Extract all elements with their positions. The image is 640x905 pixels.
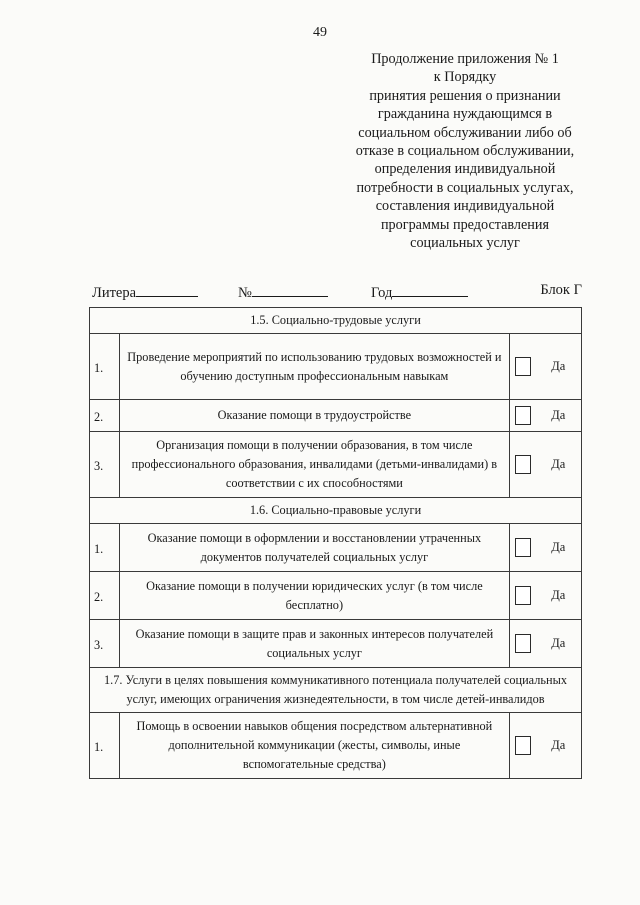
row-number: 3.	[90, 432, 120, 498]
number-field	[238, 282, 328, 302]
service-description: Организация помощи в получении образования, в том числе профессионального образования, инвалидами (детьми-инвалидами) в соответствии с их способностями	[119, 432, 510, 498]
section-header-row	[90, 308, 582, 334]
appendix-line: отказе в социальном обслуживании,	[355, 143, 575, 160]
appendix-line: социальном обслуживании либо об	[358, 124, 572, 141]
appendix-line: принятия решения о признании	[369, 87, 561, 104]
litera-blank[interactable]	[136, 282, 198, 297]
appendix-line: программы предоставления	[380, 216, 550, 233]
yes-option-cell	[510, 432, 582, 498]
services-table	[89, 307, 582, 779]
section-title: 1.6. Социально-правовые услуги	[90, 498, 582, 524]
yes-label: Да	[551, 636, 566, 650]
page-number: 49	[313, 25, 327, 40]
yes-checkbox[interactable]	[515, 634, 531, 653]
yes-checkbox[interactable]	[515, 455, 531, 474]
yes-label: Да	[551, 588, 566, 602]
yes-label: Да	[551, 359, 566, 373]
yes-label: Да	[551, 738, 566, 752]
block-label: Блок Г	[540, 282, 582, 298]
service-description: Оказание помощи в защите прав и законных интересов получателей социальных услуг	[119, 620, 510, 668]
yes-option-cell	[510, 572, 582, 620]
service-row	[90, 620, 582, 668]
year-blank[interactable]	[392, 282, 468, 297]
service-row	[90, 524, 582, 572]
service-row	[90, 713, 582, 779]
service-row	[90, 432, 582, 498]
form-meta-row	[92, 282, 582, 302]
year-label: Год	[371, 285, 393, 301]
litera-field	[92, 282, 198, 302]
yes-option	[510, 634, 581, 653]
yes-option	[510, 357, 581, 376]
yes-checkbox[interactable]	[515, 357, 531, 376]
yes-checkbox[interactable]	[515, 586, 531, 605]
yes-checkbox[interactable]	[515, 538, 531, 557]
yes-option-cell	[510, 713, 582, 779]
yes-label: Да	[551, 408, 566, 422]
yes-checkbox[interactable]	[515, 736, 531, 755]
service-row	[90, 400, 582, 432]
row-number: 1.	[90, 713, 120, 779]
service-row	[90, 334, 582, 400]
number-label: №	[238, 285, 252, 301]
appendix-line: социальных услуг	[410, 235, 520, 252]
yes-option	[510, 538, 581, 557]
section-title: 1.5. Социально-трудовые услуги	[90, 308, 582, 334]
appendix-line: потребности в социальных услугах,	[356, 179, 574, 196]
yes-option	[510, 406, 581, 425]
yes-option	[510, 455, 581, 474]
row-number: 2.	[90, 572, 120, 620]
appendix-line: составления индивидуальной	[375, 198, 555, 215]
yes-option	[510, 586, 581, 605]
yes-option-cell	[510, 524, 582, 572]
section-header-row	[90, 668, 582, 713]
service-description: Оказание помощи в трудоустройстве	[119, 400, 510, 432]
section-title: 1.7. Услуги в целях повышения коммуникативного потенциала получателей социальных услуг, имеющих ограничения жизнедеятельности, в том числе детей-инвалидов	[90, 668, 582, 713]
appendix-line: гражданина нуждающимся в	[377, 106, 553, 123]
yes-option	[510, 736, 581, 755]
year-field	[371, 282, 468, 302]
row-number: 1.	[90, 524, 120, 572]
section-header-row	[90, 498, 582, 524]
litera-label: Литера	[92, 285, 137, 301]
yes-label: Да	[551, 457, 566, 471]
yes-checkbox[interactable]	[515, 406, 531, 425]
row-number: 2.	[90, 400, 120, 432]
row-number: 3.	[90, 620, 120, 668]
appendix-header	[340, 50, 590, 252]
row-number: 1.	[90, 334, 120, 400]
service-description: Проведение мероприятий по использованию трудовых возможностей и обучению доступным профессиональным навыкам	[119, 334, 510, 400]
service-description: Оказание помощи в получении юридических услуг (в том числе бесплатно)	[119, 572, 510, 620]
service-description: Оказание помощи в оформлении и восстановлении утраченных документов получателей социальных услуг	[119, 524, 510, 572]
yes-option-cell	[510, 400, 582, 432]
yes-option-cell	[510, 620, 582, 668]
yes-option-cell	[510, 334, 582, 400]
number-blank[interactable]	[252, 282, 328, 297]
service-row	[90, 572, 582, 620]
appendix-line: Продолжение приложения № 1	[371, 51, 559, 67]
appendix-line: определения индивидуальной	[374, 161, 556, 178]
yes-label: Да	[551, 540, 566, 554]
appendix-line: к Порядку	[433, 69, 497, 86]
service-description: Помощь в освоении навыков общения посредством альтернативной дополнительной коммуникации (жесты, символы, иные вспомогательные средства)	[119, 713, 510, 779]
